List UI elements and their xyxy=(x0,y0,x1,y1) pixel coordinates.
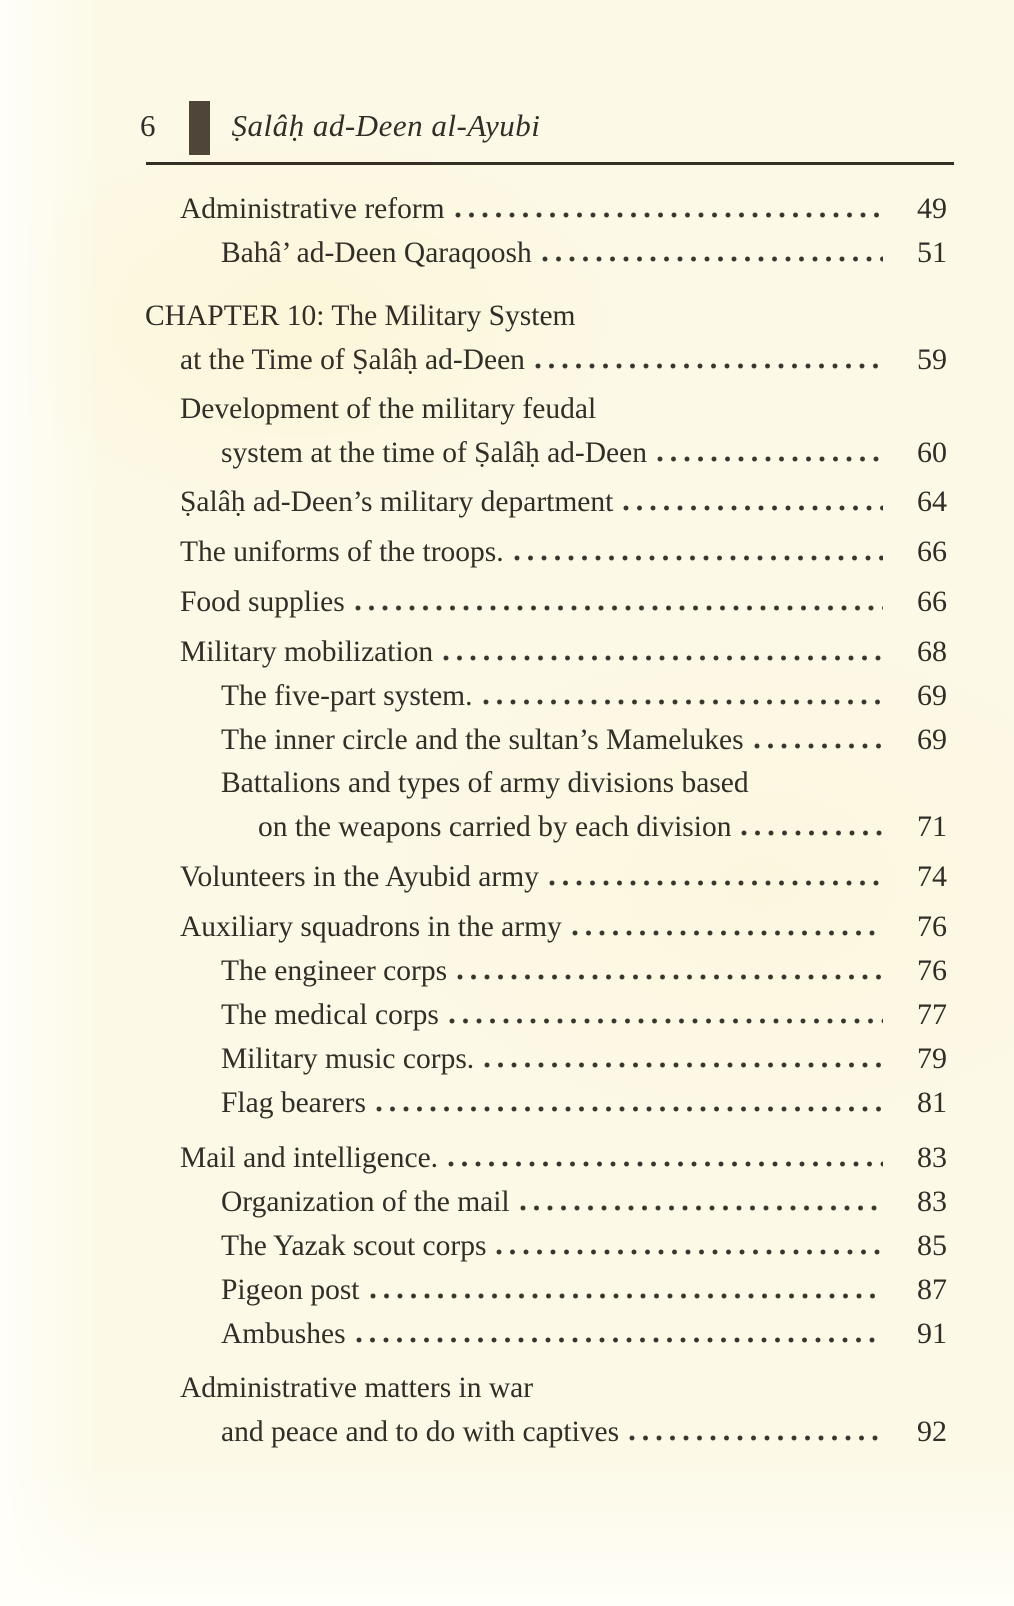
toc-page-number: 74 xyxy=(917,860,947,893)
toc-entry xyxy=(180,905,947,949)
toc-entry-label: Ambushes xyxy=(221,1318,346,1350)
toc-entry-label: Auxiliary squadrons in the army xyxy=(180,911,562,943)
toc-entry xyxy=(221,1037,947,1081)
dot-leader xyxy=(535,363,883,369)
toc-page-number: 66 xyxy=(917,535,947,568)
dot-leader xyxy=(370,1293,884,1299)
toc-page-number: 51 xyxy=(917,236,947,269)
toc-page-number: 69 xyxy=(917,679,947,712)
dot-leader xyxy=(741,830,883,836)
dot-leader xyxy=(623,505,883,511)
toc-entry-label: The five-part system. xyxy=(221,680,473,712)
toc-entry xyxy=(221,1081,947,1125)
toc-entry-label: Flag bearers xyxy=(221,1087,366,1119)
toc-entry xyxy=(180,530,947,574)
toc-entry-label: Development of the military feudal xyxy=(180,393,597,425)
toc-entry-label: CHAPTER 10: The Military System xyxy=(145,300,576,332)
running-head xyxy=(140,101,947,155)
toc-entry xyxy=(180,1136,947,1180)
toc-entry xyxy=(221,762,947,805)
toc-entry xyxy=(258,805,947,849)
toc-page-number: 91 xyxy=(917,1317,947,1350)
dot-leader xyxy=(484,1062,883,1068)
toc-entry xyxy=(180,630,947,674)
toc-entry-label: Mail and intelligence. xyxy=(180,1142,439,1174)
toc-entry xyxy=(180,388,947,431)
toc-entry xyxy=(221,1180,947,1224)
toc-entry xyxy=(221,1268,947,1312)
toc-entry-label: The Yazak scout corps xyxy=(221,1230,487,1262)
toc-entry-label: Ṣalâḥ ad-Deen’s military department xyxy=(180,486,614,518)
toc-page-number: 85 xyxy=(917,1229,947,1262)
toc-entry xyxy=(221,231,947,275)
toc-page-number: 69 xyxy=(917,723,947,756)
toc-page-number: 64 xyxy=(917,485,947,518)
running-head-book-title: Ṣalâḥ ad-Deen al-Ayubi xyxy=(231,108,541,143)
toc-entry xyxy=(180,1367,947,1410)
table-of-contents xyxy=(140,187,947,1454)
toc-entry xyxy=(221,949,947,993)
toc-page-number: 81 xyxy=(917,1086,947,1119)
toc-page-number: 87 xyxy=(917,1273,947,1306)
toc-entry-label: Food supplies xyxy=(180,586,345,618)
toc-entry-label: at the Time of Ṣalâḥ ad-Deen xyxy=(180,344,525,376)
dot-leader xyxy=(448,1161,883,1167)
toc-entry-label: Military music corps. xyxy=(221,1043,475,1075)
toc-page-number: 71 xyxy=(917,810,947,843)
toc-entry-label: Military mobilization xyxy=(180,636,434,668)
dot-leader xyxy=(657,456,883,462)
toc-entry-label: Volunteers in the Ayubid army xyxy=(180,861,539,893)
toc-page-number: 49 xyxy=(917,192,947,225)
toc-entry xyxy=(221,1224,947,1268)
toc-page-number: 92 xyxy=(917,1415,947,1448)
toc-page-number: 79 xyxy=(917,1042,947,1075)
toc-entry xyxy=(180,338,947,382)
toc-page-number: 83 xyxy=(917,1141,947,1174)
toc-page-number: 68 xyxy=(917,635,947,668)
toc-entry xyxy=(221,718,947,762)
toc-entry-label: Battalions and types of army divisions based xyxy=(221,767,749,799)
dot-leader xyxy=(754,743,883,749)
toc-entry-label: on the weapons carried by each division xyxy=(258,811,732,843)
dot-leader xyxy=(376,1106,883,1112)
toc-page-number: 76 xyxy=(917,910,947,943)
toc-entry-label: The uniforms of the troops. xyxy=(180,536,504,568)
toc-entry xyxy=(180,187,947,231)
dot-leader xyxy=(572,930,883,936)
dot-leader xyxy=(355,605,883,611)
dot-leader xyxy=(483,699,884,705)
dot-leader xyxy=(356,1337,883,1343)
dot-leader xyxy=(457,974,883,980)
toc-chapter-heading xyxy=(145,295,947,338)
toc-entry-label: Bahâ’ ad-Deen Qaraqoosh xyxy=(221,237,532,269)
toc-entry xyxy=(221,993,947,1037)
dot-leader xyxy=(443,655,883,661)
toc-page-number: 66 xyxy=(917,585,947,618)
dot-leader xyxy=(496,1249,883,1255)
toc-entry-label: Pigeon post xyxy=(221,1274,360,1306)
header-rule xyxy=(146,162,954,165)
toc-page-number: 83 xyxy=(917,1185,947,1218)
dot-leader xyxy=(449,1018,883,1024)
toc-entry-label: The inner circle and the sultan’s Mamelukes xyxy=(221,724,744,756)
dot-leader xyxy=(455,212,883,218)
toc-entry xyxy=(180,855,947,899)
toc-entry xyxy=(180,580,947,624)
toc-entry-label: and peace and to do with captives xyxy=(221,1416,620,1448)
toc-entry-label: Administrative matters in war xyxy=(180,1372,534,1404)
toc-entry-label: Administrative reform xyxy=(180,193,445,225)
dot-leader xyxy=(629,1435,883,1441)
toc-entry xyxy=(221,1312,947,1356)
dot-leader xyxy=(549,880,883,886)
toc-page-number: 60 xyxy=(917,436,947,469)
dot-leader xyxy=(520,1205,883,1211)
toc-entry-label: The medical corps xyxy=(221,999,439,1031)
folio-page-number: 6 xyxy=(140,108,156,143)
toc-entry-label: system at the time of Ṣalâḥ ad-Deen xyxy=(221,437,647,469)
toc-page-number: 59 xyxy=(917,343,947,376)
toc-entry xyxy=(221,1410,947,1454)
toc-page-number: 77 xyxy=(917,998,947,1031)
dot-leader xyxy=(514,555,883,561)
header-bar-mark xyxy=(189,101,210,155)
toc-entry xyxy=(221,431,947,475)
toc-entry xyxy=(221,674,947,718)
toc-entry-label: The engineer corps xyxy=(221,955,448,987)
toc-entry xyxy=(180,480,947,524)
toc-entry-label: Organization of the mail xyxy=(221,1186,510,1218)
toc-page-number: 76 xyxy=(917,954,947,987)
dot-leader xyxy=(542,256,883,262)
